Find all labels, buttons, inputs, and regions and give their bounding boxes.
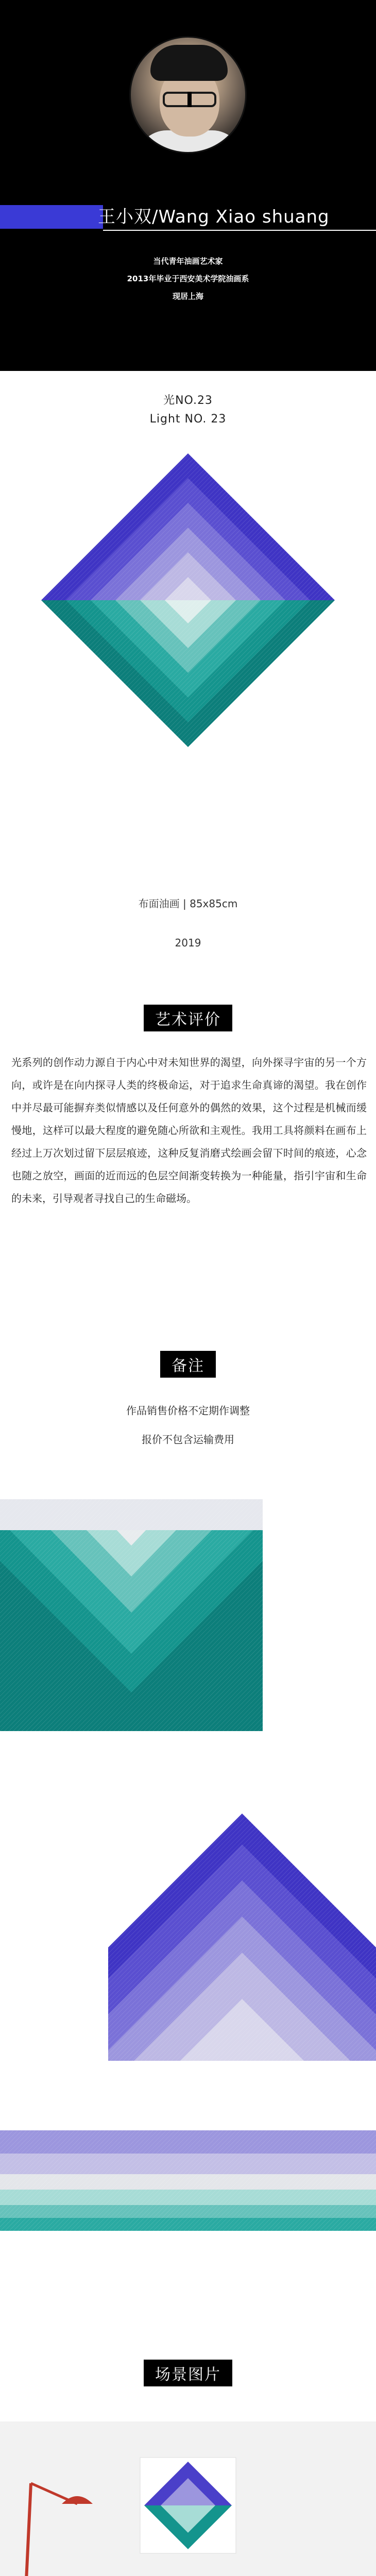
scene-heading-label: 场景图片 [144, 2360, 232, 2386]
room-scene [0, 2421, 376, 2576]
notes-list [0, 1396, 376, 1454]
notes-heading-label: 备注 [160, 1351, 216, 1378]
review-heading-label: 艺术评价 [144, 1005, 232, 1031]
detail-crop-3 [0, 2130, 376, 2231]
artist-name: 王小双/Wang Xiao shuang [98, 207, 330, 227]
note-item: 报价不包含运输费用 [142, 1433, 234, 1446]
scene-image [0, 2421, 376, 2576]
review-text: 光系列的创作动力源自于内心中对未知世界的渴望，向外探寻宇宙的另一个方向，或许是在向内探寻人类的终极命运，对于追求生命真谛的渴望。我在创作中并尽最可能摒弃类似情感以及任何意外的偶然的效果，这个过程是机械而缓慢地，这样可以最大程度的避免随心所欲和主观性。我用工具将颜料在画布上经过上万次划过留下层层痕迹，这种反复消磨式绘画会留下时间的痕迹，心念也随之放空，画面的近而远的色层空间渐变转换为一种能量，指引宇宙和生命的未来，引导观者寻找自己的生命磁场。 [11, 1056, 367, 1205]
artwork-title-en: Light NO. 23 [149, 413, 227, 426]
note-item: 作品销售价格不定期作调整 [126, 1404, 250, 1417]
artwork-year: 2019 [175, 937, 201, 949]
detail-crop-2 [108, 1814, 376, 2061]
artwork-medium-size: 布面油画 | 85x85cm [138, 897, 238, 910]
artist-bio [0, 252, 376, 305]
artwork-painting [41, 453, 335, 747]
bio-line: 2013年毕业于西安美术学院油画系 [127, 274, 249, 283]
bio-line: 现居上海 [172, 292, 203, 301]
artwork-title [0, 392, 376, 429]
artwork-title-cn: 光NO.23 [163, 394, 213, 407]
artist-avatar [129, 36, 247, 154]
artist-name-bar [0, 205, 376, 229]
scene-heading [0, 2360, 376, 2386]
detail-crop-1 [0, 1499, 263, 1731]
review-heading [0, 1005, 376, 1031]
name-underline [103, 230, 376, 231]
notes-heading [0, 1351, 376, 1378]
bio-line: 当代青年油画艺术家 [153, 257, 223, 266]
artist-header [0, 0, 376, 371]
